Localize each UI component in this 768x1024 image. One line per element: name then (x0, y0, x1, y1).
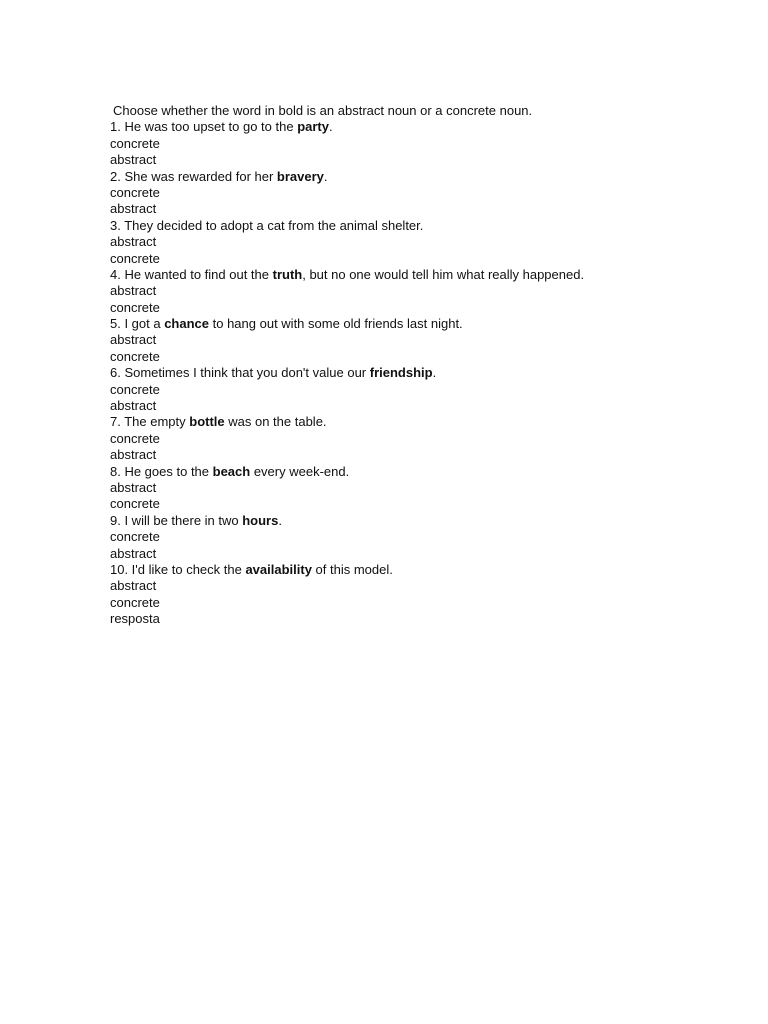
option-q7-a[interactable]: concrete (110, 430, 160, 446)
option-q4-b[interactable]: concrete (110, 299, 160, 315)
answer-label: resposta (110, 611, 160, 627)
option-q6-b[interactable]: abstract (110, 398, 157, 414)
question-text-end: . (323, 168, 328, 184)
option-q5-b[interactable]: concrete (110, 348, 160, 364)
bold-word: bravery (276, 168, 324, 184)
option-q6-a[interactable]: concrete (110, 381, 160, 397)
question-text-end: of this model. (311, 561, 393, 577)
question-text-end: , but no one would tell him what really happened. (302, 266, 585, 282)
question-text: 3. They decided to adopt a cat from the animal shelter. (110, 217, 424, 233)
question-text: 8. He goes to the (110, 463, 213, 479)
option-q7-b[interactable]: abstract (110, 447, 157, 463)
option-q5-a[interactable]: abstract (110, 332, 157, 348)
option-q10-b[interactable]: concrete (110, 594, 160, 610)
question-text: 9. I will be there in two (110, 512, 243, 528)
question-10 (110, 562, 730, 578)
question-8 (110, 464, 730, 480)
option-q3-b[interactable]: concrete (110, 250, 160, 266)
option-q4-a[interactable]: abstract (110, 283, 157, 299)
question-text-end: every week-end. (250, 463, 350, 479)
question-7 (110, 414, 730, 430)
option-q9-b[interactable]: abstract (110, 545, 157, 561)
question-text: 2. She was rewarded for her (110, 168, 277, 184)
bold-word: hours (242, 512, 279, 528)
option-q3-a[interactable]: abstract (110, 234, 157, 250)
bold-word: chance (164, 316, 210, 332)
question-text-end: . (328, 119, 333, 135)
option-q2-b[interactable]: abstract (110, 201, 157, 217)
question-text: 5. I got a (110, 316, 165, 332)
question-4 (110, 267, 730, 283)
option-q9-a[interactable]: concrete (110, 529, 160, 545)
question-text: 4. He wanted to find out the (110, 266, 273, 282)
option-q1-b[interactable]: abstract (110, 152, 157, 168)
option-q2-a[interactable]: concrete (110, 184, 160, 200)
question-text-end: . (278, 512, 282, 528)
instructions: Choose whether the word in bold is an abstract noun or a concrete noun. (113, 103, 533, 118)
bold-word: availability (245, 561, 312, 577)
bold-word: bottle (189, 414, 225, 430)
question-6 (110, 365, 730, 381)
question-text-end: was on the table. (224, 414, 327, 430)
question-text: 10. I'd like to check the (110, 561, 246, 577)
option-q10-a[interactable]: abstract (110, 578, 157, 594)
question-9 (110, 513, 730, 529)
question-5 (110, 316, 730, 332)
question-text: 6. Sometimes I think that you don't value our (110, 365, 370, 381)
question-1 (110, 119, 730, 135)
option-q8-a[interactable]: abstract (110, 479, 157, 495)
bold-word: friendship (369, 365, 433, 381)
bold-word: beach (212, 463, 251, 479)
question-3 (110, 218, 730, 234)
bold-word: party (297, 119, 329, 135)
question-2 (110, 169, 730, 185)
question-text-end: to hang out with some old friends last night. (209, 316, 463, 332)
worksheet (110, 103, 730, 628)
option-q1-a[interactable]: concrete (110, 135, 160, 151)
question-text-end: . (432, 365, 437, 381)
question-text: 1. He was too upset to go to the (110, 119, 298, 135)
option-q8-b[interactable]: concrete (110, 496, 160, 512)
question-text: 7. The empty (110, 414, 190, 430)
bold-word: truth (272, 266, 303, 282)
